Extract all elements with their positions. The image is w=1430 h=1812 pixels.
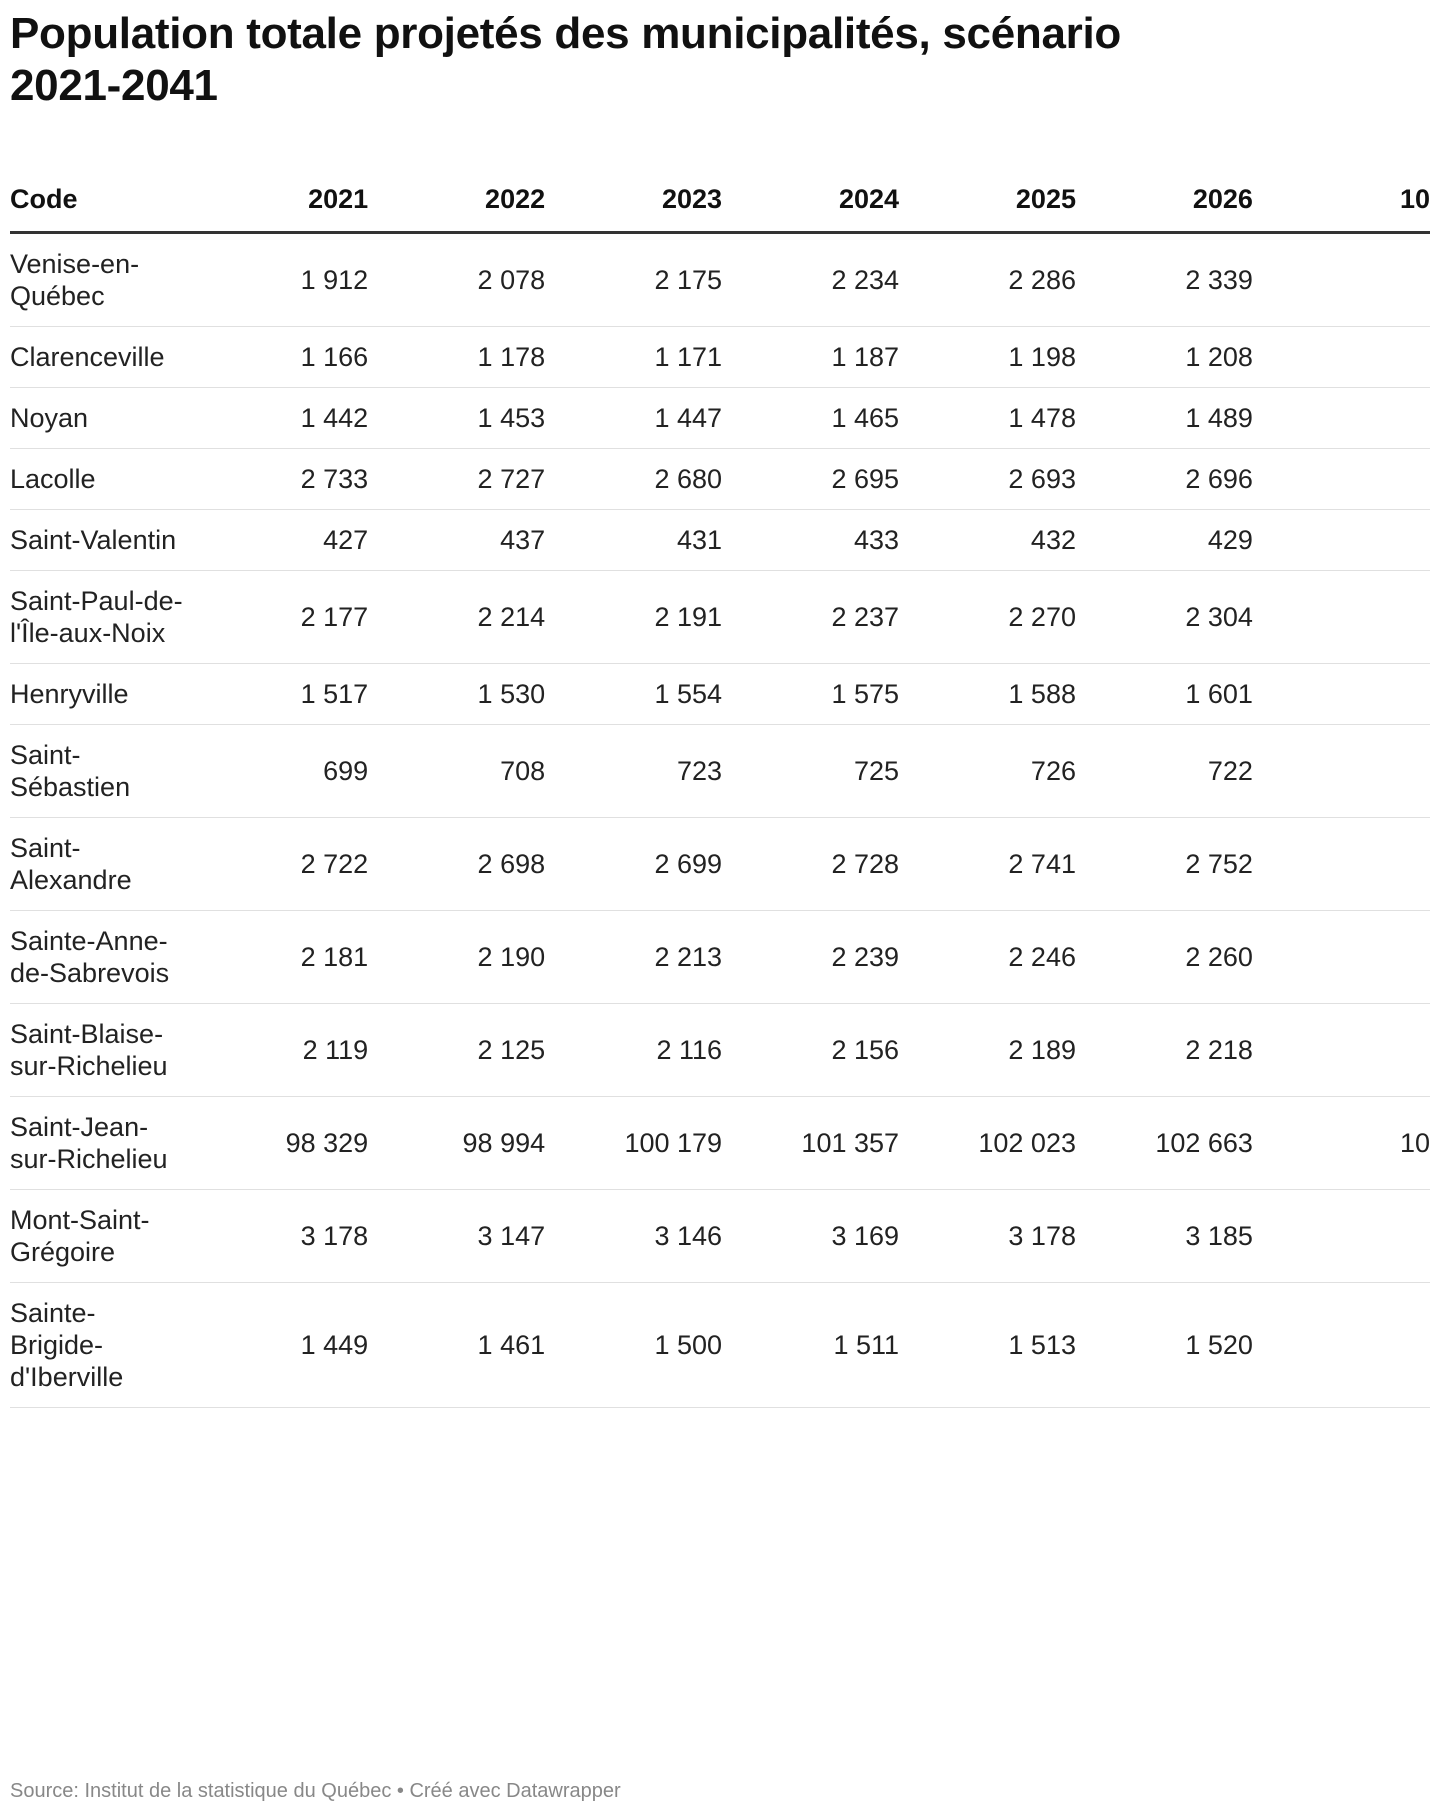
population-value: 1 171 [545,327,722,388]
population-value [1253,1283,1430,1408]
population-value: 722 [1076,725,1253,818]
municipality-name: Saint-Alexandre [10,818,191,911]
population-value: 2 213 [545,911,722,1004]
table-row [10,911,1430,1004]
population-value: 1 208 [1076,327,1253,388]
table-row [10,725,1430,818]
population-value: 3 185 [1076,1190,1253,1283]
population-value: 1 517 [191,664,368,725]
table-row [10,1097,1430,1190]
table-row [10,664,1430,725]
population-value: 2 680 [545,449,722,510]
population-value: 98 329 [191,1097,368,1190]
column-header-year[interactable]: 2026 [1076,145,1253,233]
population-value: 3 146 [545,1190,722,1283]
table-row [10,510,1430,571]
municipality-name: Saint-Blaise-sur-Richelieu [10,1004,191,1097]
population-value: 1 588 [899,664,1076,725]
municipality-name: Saint-Valentin [10,510,191,571]
population-value: 2 752 [1076,818,1253,911]
population-value: 1 530 [368,664,545,725]
municipality-name: Lacolle [10,449,191,510]
population-value [1253,388,1430,449]
population-value: 2 116 [545,1004,722,1097]
population-value: 2 304 [1076,571,1253,664]
table-row [10,571,1430,664]
municipality-name: Noyan [10,388,191,449]
population-value: 1 478 [899,388,1076,449]
population-value: 1 442 [191,388,368,449]
population-value: 2 286 [899,233,1076,327]
population-value: 2 339 [1076,233,1253,327]
column-header-year[interactable]: 2023 [545,145,722,233]
population-value: 2 191 [545,571,722,664]
population-value: 708 [368,725,545,818]
chart-title: Population totale projetés des municipalités, scénario 2021-2041 [10,9,1121,110]
population-value: 2 728 [722,818,899,911]
municipality-name: Saint-Jean-sur-Richelieu [10,1097,191,1190]
municipality-name: Saint-Paul-de-l'Île-aux-Noix [10,571,191,664]
population-value: 2 156 [722,1004,899,1097]
population-value: 2 239 [722,911,899,1004]
population-value: 1 461 [368,1283,545,1408]
population-value: 723 [545,725,722,818]
population-value: 1 187 [722,327,899,388]
population-value: 427 [191,510,368,571]
population-value: 2 214 [368,571,545,664]
population-value: 2 696 [1076,449,1253,510]
population-value: 2 698 [368,818,545,911]
population-value: 3 169 [722,1190,899,1283]
table-row [10,388,1430,449]
population-value: 3 178 [191,1190,368,1283]
population-value: 431 [545,510,722,571]
population-value: 1 453 [368,388,545,449]
population-value: 429 [1076,510,1253,571]
municipality-name: Clarenceville [10,327,191,388]
population-value: 1 465 [722,388,899,449]
population-value [1253,725,1430,818]
population-value: 98 994 [368,1097,545,1190]
population-value [1253,1190,1430,1283]
population-value: 100 179 [545,1097,722,1190]
column-header-year[interactable]: 2021 [191,145,368,233]
municipality-name: Saint-Sébastien [10,725,191,818]
column-header-year[interactable]: 2024 [722,145,899,233]
population-value: 2 237 [722,571,899,664]
population-value [1253,571,1430,664]
population-value: 2 078 [368,233,545,327]
population-value: 1 449 [191,1283,368,1408]
population-value: 2 189 [899,1004,1076,1097]
population-value: 1 513 [899,1283,1076,1408]
population-value: 2 218 [1076,1004,1253,1097]
population-value: 1 575 [722,664,899,725]
population-value: 1 447 [545,388,722,449]
table-row [10,449,1430,510]
table-row [10,1190,1430,1283]
population-value: 2 125 [368,1004,545,1097]
population-value: 1 601 [1076,664,1253,725]
population-table [10,145,1430,1408]
population-value: 2 175 [545,233,722,327]
population-value: 2 695 [722,449,899,510]
population-value: 1 489 [1076,388,1253,449]
source-note: Source: Institut de la statistique du Québec • Créé avec Datawrapper [10,1780,621,1802]
table-container[interactable] [10,145,1430,1408]
population-value: 1 178 [368,327,545,388]
population-value: 1 520 [1076,1283,1253,1408]
population-value: 2 177 [191,571,368,664]
population-value [1253,1004,1430,1097]
municipality-name: Mont-Saint-Grégoire [10,1190,191,1283]
population-value: 2 733 [191,449,368,510]
population-value: 2 260 [1076,911,1253,1004]
population-value: 2 699 [545,818,722,911]
population-value: 437 [368,510,545,571]
municipality-name: Henryville [10,664,191,725]
population-value [1253,911,1430,1004]
population-value: 1 500 [545,1283,722,1408]
population-value: 2 727 [368,449,545,510]
population-value: 2 190 [368,911,545,1004]
table-body [10,233,1430,1408]
column-header-year[interactable]: 2025 [899,145,1076,233]
municipality-name: Sainte-Brigide-d'Iberville [10,1283,191,1408]
population-value: 1 166 [191,327,368,388]
population-value: 2 270 [899,571,1076,664]
population-value: 433 [722,510,899,571]
population-value: 3 178 [899,1190,1076,1283]
table-row [10,818,1430,911]
population-value: 2 693 [899,449,1076,510]
population-value [1253,327,1430,388]
population-value [1253,233,1430,327]
population-value: 2 722 [191,818,368,911]
population-value: 3 147 [368,1190,545,1283]
population-value [1253,510,1430,571]
population-value: 2 234 [722,233,899,327]
column-header-year[interactable]: 2022 [368,145,545,233]
population-value [1253,818,1430,911]
population-value: 2 741 [899,818,1076,911]
population-value [1253,664,1430,725]
population-value: 1 554 [545,664,722,725]
population-value [1253,449,1430,510]
municipality-name: Venise-en-Québec [10,233,191,327]
population-value: 10 [1253,1097,1430,1190]
population-value: 102 023 [899,1097,1076,1190]
population-value: 1 511 [722,1283,899,1408]
population-value: 699 [191,725,368,818]
population-value: 101 357 [722,1097,899,1190]
population-value: 1 198 [899,327,1076,388]
population-value: 2 119 [191,1004,368,1097]
population-value: 102 663 [1076,1097,1253,1190]
table-row [10,327,1430,388]
table-row [10,233,1430,327]
population-value: 725 [722,725,899,818]
column-header-code[interactable]: Code [10,145,191,233]
population-value: 432 [899,510,1076,571]
population-value: 2 246 [899,911,1076,1004]
table-row [10,1004,1430,1097]
header-row [10,145,1430,233]
column-header-year[interactable]: 10 [1253,145,1430,233]
population-value: 1 912 [191,233,368,327]
table-row [10,1283,1430,1408]
population-value: 726 [899,725,1076,818]
municipality-name: Sainte-Anne-de-Sabrevois [10,911,191,1004]
population-value: 2 181 [191,911,368,1004]
